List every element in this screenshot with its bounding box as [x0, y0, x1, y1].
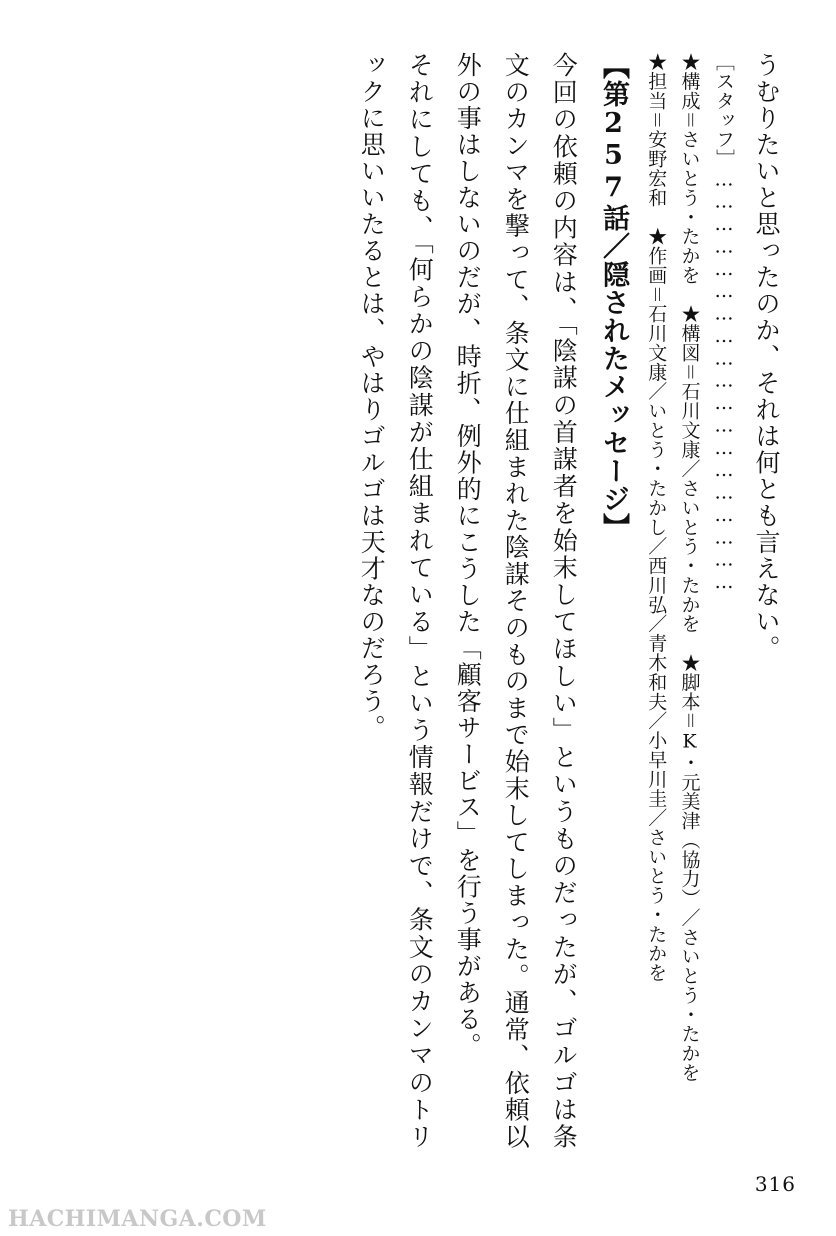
vertical-text-body [46, 52, 790, 1150]
paragraph-2: それにしても、「何らかの陰謀が仕組まれている」という情報だけで、条文のカンマのトリックに思いいたるとは、やはりゴルゴは天才なのだろう。 [357, 52, 435, 1151]
staff-line-2: ★担当＝安野宏和 ★作画＝石川文康／いとう・たかし／西川弘／青木和夫／小早川圭／さいとう・たかを [645, 52, 668, 983]
opening-line: うむりたいと思ったのか、それは何とも言えない。 [752, 52, 781, 662]
staff-line-1: ★構成＝さいとう・たかを ★構図＝石川文康／さいとう・たかを ★脚本＝K・元美津（協力）／さいとう・たかを [678, 52, 701, 1083]
episode-title: 【第257話／隠されたメッセージ】 [598, 52, 630, 542]
site-watermark: HACHIMANGA.COM [8, 1206, 267, 1232]
paragraph-1: 今回の依頼の内容は、「陰謀の首謀者を始末してほしい」というものだったが、ゴルゴは条文のカンマを撃って、条文に仕組まれた陰謀そのものまで始末してしまった。通常、依頼以外の事はしないのだが、時折、例外的にこうした「顧客サービス」を行う事がある。 [453, 52, 579, 1150]
staff-header: ［スタッフ］………………………………………………… [713, 52, 735, 594]
page-number: 316 [754, 1172, 796, 1196]
